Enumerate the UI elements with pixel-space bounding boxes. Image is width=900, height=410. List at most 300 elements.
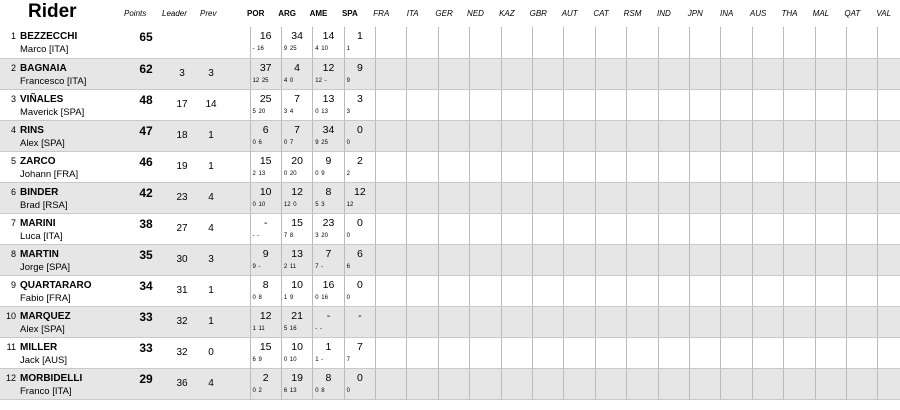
race-result-ger: [438, 244, 469, 275]
race-result-fra: [376, 368, 407, 399]
race-result-aut: [564, 244, 595, 275]
race-result-ita: [407, 151, 438, 182]
race-result-mal: [815, 337, 846, 368]
race-result-cat: [595, 89, 626, 120]
race-breakdown: 9 -: [252, 263, 261, 270]
gap-to-previous: 1: [196, 151, 226, 182]
rider-position: 7: [0, 213, 16, 244]
race-header-val: VAL: [876, 9, 892, 18]
race-total: 10: [291, 340, 303, 353]
race-header-jpn: JPN: [687, 9, 703, 18]
race-result-ame: [313, 27, 344, 58]
rider-position: 5: [0, 151, 16, 182]
race-result-kaz: [501, 213, 532, 244]
race-breakdown: 0 6: [252, 139, 262, 146]
race-result-tha: [784, 306, 815, 337]
race-result-spa: [344, 244, 375, 275]
spacer: [226, 368, 250, 399]
race-result-tha: [784, 89, 815, 120]
race-result-por: [250, 151, 281, 182]
race-result-kaz: [501, 337, 532, 368]
rider-firstname-nation: Jack [AUS]: [20, 354, 67, 366]
rider-firstname-nation: Maverick [SPA]: [20, 106, 85, 118]
race-result-mal: [815, 244, 846, 275]
race-result-ame: [313, 244, 344, 275]
race-result-ger: [438, 213, 469, 244]
standings-table: [0, 27, 900, 400]
race-header-mal: MAL: [812, 9, 830, 18]
race-result-mal: [815, 27, 846, 58]
race-result-kaz: [501, 120, 532, 151]
race-result-kaz: [501, 368, 532, 399]
race-result-tha: [784, 275, 815, 306]
rider-position: 6: [0, 182, 16, 213]
rider-firstname-nation: Fabio [FRA]: [20, 292, 71, 304]
race-result-fra: [376, 213, 407, 244]
race-result-spa: [344, 120, 375, 151]
rider-surname: MILLER: [20, 341, 58, 353]
race-result-aus: [752, 120, 783, 151]
race-result-por: [250, 27, 281, 58]
race-result-por: [250, 275, 281, 306]
race-breakdown: 1 -: [315, 356, 324, 363]
race-breakdown: 6: [346, 263, 351, 270]
race-result-arg: [281, 337, 312, 368]
race-result-gbr: [533, 89, 564, 120]
rider-surname: ZARCO: [20, 155, 56, 167]
race-total: 8: [325, 371, 332, 384]
rider-firstname-nation: Alex [SPA]: [20, 323, 65, 335]
race-breakdown: 0: [346, 387, 351, 394]
race-result-kaz: [501, 89, 532, 120]
rider-position: 10: [0, 306, 16, 337]
race-result-tha: [784, 182, 815, 213]
race-breakdown: 7 -: [315, 263, 324, 270]
race-result-por: [250, 89, 281, 120]
race-result-qat: [846, 89, 877, 120]
race-result-aus: [752, 89, 783, 120]
rider-position: 11: [0, 337, 16, 368]
spacer: [226, 306, 250, 337]
spacer: [226, 27, 250, 58]
race-result-ind: [658, 244, 689, 275]
race-total: 0: [356, 371, 363, 384]
race-result-qat: [846, 213, 877, 244]
race-result-qat: [846, 306, 877, 337]
race-result-ger: [438, 151, 469, 182]
race-breakdown: 0: [346, 139, 351, 146]
race-result-arg: [281, 368, 312, 399]
race-header-spa: SPA: [341, 9, 358, 18]
race-breakdown: 3 20: [315, 232, 328, 239]
gap-to-leader: 36: [168, 368, 196, 399]
gap-to-previous: 1: [196, 120, 226, 151]
race-result-val: [878, 306, 900, 337]
race-total: 3: [356, 92, 363, 105]
race-result-fra: [376, 244, 407, 275]
race-result-ger: [438, 182, 469, 213]
race-result-ind: [658, 275, 689, 306]
race-result-ina: [721, 244, 752, 275]
rider-position: 1: [0, 27, 16, 58]
race-result-cat: [595, 275, 626, 306]
race-result-aut: [564, 275, 595, 306]
race-result-kaz: [501, 151, 532, 182]
race-result-kaz: [501, 275, 532, 306]
race-result-tha: [784, 120, 815, 151]
race-result-ger: [438, 89, 469, 120]
race-total: 25: [259, 92, 272, 105]
gap-to-previous: 1: [196, 275, 226, 306]
race-result-por: [250, 182, 281, 213]
rider-points: 33: [124, 306, 168, 337]
race-total: 13: [322, 92, 335, 105]
race-result-arg: [281, 151, 312, 182]
race-result-por: [250, 337, 281, 368]
race-result-ned: [470, 213, 501, 244]
rider-points: 47: [124, 120, 168, 151]
rider-row: [0, 368, 900, 399]
race-total: 15: [291, 216, 303, 229]
spacer: [226, 120, 250, 151]
rider-points: 65: [124, 27, 168, 58]
race-result-cat: [595, 58, 626, 89]
gap-to-previous: 14: [196, 89, 226, 120]
gap-to-leader: 17: [168, 89, 196, 120]
race-result-ned: [470, 182, 501, 213]
rider-row: [0, 27, 900, 58]
race-breakdown: 9: [346, 77, 351, 84]
table-header: [0, 0, 900, 26]
spacer: [226, 244, 250, 275]
rider-surname: BAGNAIA: [20, 62, 67, 74]
race-result-tha: [784, 337, 815, 368]
race-result-ita: [407, 89, 438, 120]
gap-to-previous: 4: [196, 368, 226, 399]
rider-points: 46: [124, 151, 168, 182]
race-result-ind: [658, 120, 689, 151]
rider-surname: MARINI: [20, 217, 56, 229]
spacer: [226, 337, 250, 368]
rider-name: [16, 244, 124, 275]
race-total: 1: [356, 30, 363, 42]
rider-row: [0, 89, 900, 120]
race-header-ger: GER: [435, 9, 453, 18]
race-result-ned: [470, 89, 501, 120]
race-breakdown: 12 -: [315, 77, 327, 84]
race-breakdown: 3 4: [283, 108, 294, 115]
race-header-ind: IND: [656, 9, 671, 18]
race-result-val: [878, 337, 900, 368]
race-result-ina: [721, 275, 752, 306]
race-result-arg: [281, 27, 312, 58]
race-total: 12: [322, 61, 335, 74]
rider-row: [0, 244, 900, 275]
race-result-ina: [721, 151, 752, 182]
race-result-tha: [784, 213, 815, 244]
rider-firstname-nation: Luca [ITA]: [20, 230, 63, 242]
race-result-ned: [470, 58, 501, 89]
race-result-ita: [407, 275, 438, 306]
rider-name: [16, 89, 124, 120]
race-result-cat: [595, 182, 626, 213]
race-result-gbr: [533, 120, 564, 151]
race-result-cat: [595, 120, 626, 151]
rider-name: [16, 27, 124, 58]
race-result-aus: [752, 275, 783, 306]
race-breakdown: 12 0: [283, 201, 297, 208]
race-result-ame: [313, 368, 344, 399]
race-total: 2: [262, 371, 269, 384]
race-result-val: [878, 244, 900, 275]
race-result-rsm: [627, 368, 658, 399]
race-result-jpn: [689, 213, 720, 244]
race-result-ind: [658, 182, 689, 213]
race-breakdown: 9 25: [283, 46, 297, 52]
race-result-ina: [721, 182, 752, 213]
rider-points: 35: [124, 244, 168, 275]
race-total: 34: [291, 30, 303, 42]
rider-name: [16, 182, 124, 213]
race-breakdown: 0 8: [315, 387, 325, 394]
race-result-ita: [407, 27, 438, 58]
race-result-ame: [313, 182, 344, 213]
race-total: 7: [294, 92, 300, 105]
race-total: 16: [259, 30, 272, 42]
gap-to-previous: 1: [196, 306, 226, 337]
rider-points: 38: [124, 213, 168, 244]
gap-to-previous: 4: [196, 182, 226, 213]
race-result-ind: [658, 151, 689, 182]
race-total: -: [358, 309, 362, 322]
rider-position: 8: [0, 244, 16, 275]
race-result-qat: [846, 368, 877, 399]
race-header-arg: ARG: [278, 9, 296, 18]
race-result-gbr: [533, 337, 564, 368]
race-result-kaz: [501, 306, 532, 337]
race-result-aut: [564, 151, 595, 182]
race-result-fra: [376, 58, 407, 89]
race-result-ind: [658, 306, 689, 337]
race-result-por: [250, 58, 281, 89]
race-breakdown: 12: [346, 201, 354, 208]
rider-points: 29: [124, 368, 168, 399]
race-result-arg: [281, 306, 312, 337]
race-result-ger: [438, 58, 469, 89]
race-result-spa: [344, 275, 375, 306]
race-result-ger: [438, 368, 469, 399]
race-header-ita: ITA: [406, 9, 419, 18]
race-result-aus: [752, 27, 783, 58]
race-result-arg: [281, 182, 312, 213]
race-header-ina: INA: [720, 9, 734, 18]
gap-to-leader: 23: [168, 182, 196, 213]
race-result-aut: [564, 89, 595, 120]
leader-column-title: Leader: [162, 9, 187, 18]
race-result-jpn: [689, 368, 720, 399]
race-breakdown: 2 11: [283, 263, 297, 270]
race-total: 10: [259, 185, 272, 198]
race-result-aut: [564, 213, 595, 244]
race-total: 9: [262, 247, 269, 260]
race-result-ita: [407, 337, 438, 368]
rider-firstname-nation: Jorge [SPA]: [20, 261, 70, 273]
race-result-ned: [470, 275, 501, 306]
race-result-ina: [721, 213, 752, 244]
gap-to-leader: 3: [168, 58, 196, 89]
race-result-mal: [815, 58, 846, 89]
race-result-ina: [721, 306, 752, 337]
race-result-ita: [407, 244, 438, 275]
race-total: 21: [291, 309, 303, 322]
rider-position: 9: [0, 275, 16, 306]
race-header-qat: QAT: [844, 9, 861, 18]
race-result-aus: [752, 337, 783, 368]
race-result-por: [250, 306, 281, 337]
race-result-aut: [564, 58, 595, 89]
race-result-gbr: [533, 58, 564, 89]
race-breakdown: 0 10: [252, 201, 266, 208]
race-breakdown: 2: [346, 170, 351, 177]
rider-surname: BEZZECCHI: [20, 31, 78, 42]
race-total: 0: [356, 216, 363, 229]
race-breakdown: 1 9: [283, 294, 294, 301]
race-total: 1: [325, 340, 332, 353]
rider-name: [16, 120, 124, 151]
race-result-kaz: [501, 244, 532, 275]
race-result-ind: [658, 213, 689, 244]
race-result-cat: [595, 213, 626, 244]
race-result-rsm: [627, 27, 658, 58]
spacer: [226, 89, 250, 120]
race-result-ame: [313, 306, 344, 337]
race-breakdown: 0: [346, 232, 351, 239]
race-result-spa: [344, 58, 375, 89]
rider-surname: MARQUEZ: [20, 310, 71, 322]
race-result-spa: [344, 27, 375, 58]
gap-to-previous: 4: [196, 213, 226, 244]
race-result-ind: [658, 58, 689, 89]
race-result-cat: [595, 27, 626, 58]
race-total: 15: [259, 340, 272, 353]
race-result-jpn: [689, 306, 720, 337]
race-header-aut: AUT: [561, 9, 578, 18]
race-result-val: [878, 58, 900, 89]
race-total: 14: [322, 30, 335, 42]
race-result-cat: [595, 306, 626, 337]
rider-row: [0, 151, 900, 182]
race-header-fra: FRA: [373, 9, 390, 18]
race-result-gbr: [533, 275, 564, 306]
race-result-ita: [407, 368, 438, 399]
rider-surname: MARTIN: [20, 248, 59, 260]
race-result-qat: [846, 120, 877, 151]
race-total: 6: [356, 247, 363, 260]
race-result-ame: [313, 58, 344, 89]
race-result-cat: [595, 337, 626, 368]
race-result-ita: [407, 120, 438, 151]
race-total: 12: [259, 309, 272, 322]
race-result-kaz: [501, 27, 532, 58]
race-result-val: [878, 151, 900, 182]
race-result-ame: [313, 275, 344, 306]
race-total: 7: [294, 123, 300, 136]
race-total: 34: [322, 123, 335, 136]
race-result-aut: [564, 182, 595, 213]
rider-row: [0, 213, 900, 244]
race-result-rsm: [627, 89, 658, 120]
race-result-ina: [721, 27, 752, 58]
race-result-val: [878, 213, 900, 244]
points-column-title: Points: [124, 9, 147, 18]
race-result-spa: [344, 306, 375, 337]
race-result-rsm: [627, 213, 658, 244]
rider-name: [16, 213, 124, 244]
race-result-jpn: [689, 182, 720, 213]
race-result-fra: [376, 337, 407, 368]
race-total: 7: [325, 247, 332, 260]
rider-row: [0, 275, 900, 306]
race-result-mal: [815, 275, 846, 306]
race-result-gbr: [533, 368, 564, 399]
rider-row: [0, 182, 900, 213]
race-result-qat: [846, 275, 877, 306]
race-result-jpn: [689, 275, 720, 306]
race-result-rsm: [627, 306, 658, 337]
race-breakdown: 1: [346, 46, 351, 52]
race-result-por: [250, 368, 281, 399]
race-result-ned: [470, 368, 501, 399]
race-result-tha: [784, 151, 815, 182]
race-result-fra: [376, 275, 407, 306]
race-result-ned: [470, 306, 501, 337]
race-total: 10: [291, 278, 303, 291]
race-result-ame: [313, 120, 344, 151]
race-total: 0: [356, 278, 363, 291]
rider-position: 3: [0, 89, 16, 120]
race-result-jpn: [689, 337, 720, 368]
race-result-ina: [721, 368, 752, 399]
race-result-arg: [281, 213, 312, 244]
race-total: 19: [291, 371, 303, 384]
race-result-spa: [344, 213, 375, 244]
race-result-arg: [281, 244, 312, 275]
race-result-por: [250, 120, 281, 151]
race-result-ina: [721, 58, 752, 89]
race-result-arg: [281, 120, 312, 151]
race-result-kaz: [501, 182, 532, 213]
race-total: 23: [322, 216, 335, 229]
race-result-mal: [815, 213, 846, 244]
race-breakdown: - -: [252, 232, 260, 239]
race-breakdown: - -: [315, 325, 322, 332]
race-header-cat: CAT: [593, 9, 609, 18]
race-result-jpn: [689, 151, 720, 182]
race-result-val: [878, 368, 900, 399]
rider-points: 48: [124, 89, 168, 120]
race-result-ita: [407, 213, 438, 244]
race-result-aut: [564, 27, 595, 58]
race-total: 37: [259, 61, 272, 74]
race-result-aus: [752, 182, 783, 213]
race-header-por: POR: [247, 9, 265, 18]
race-result-tha: [784, 244, 815, 275]
race-breakdown: 0 8: [252, 294, 262, 301]
rider-surname: BINDER: [20, 186, 59, 198]
race-breakdown: 5 16: [283, 325, 297, 332]
race-result-gbr: [533, 244, 564, 275]
race-result-ind: [658, 89, 689, 120]
